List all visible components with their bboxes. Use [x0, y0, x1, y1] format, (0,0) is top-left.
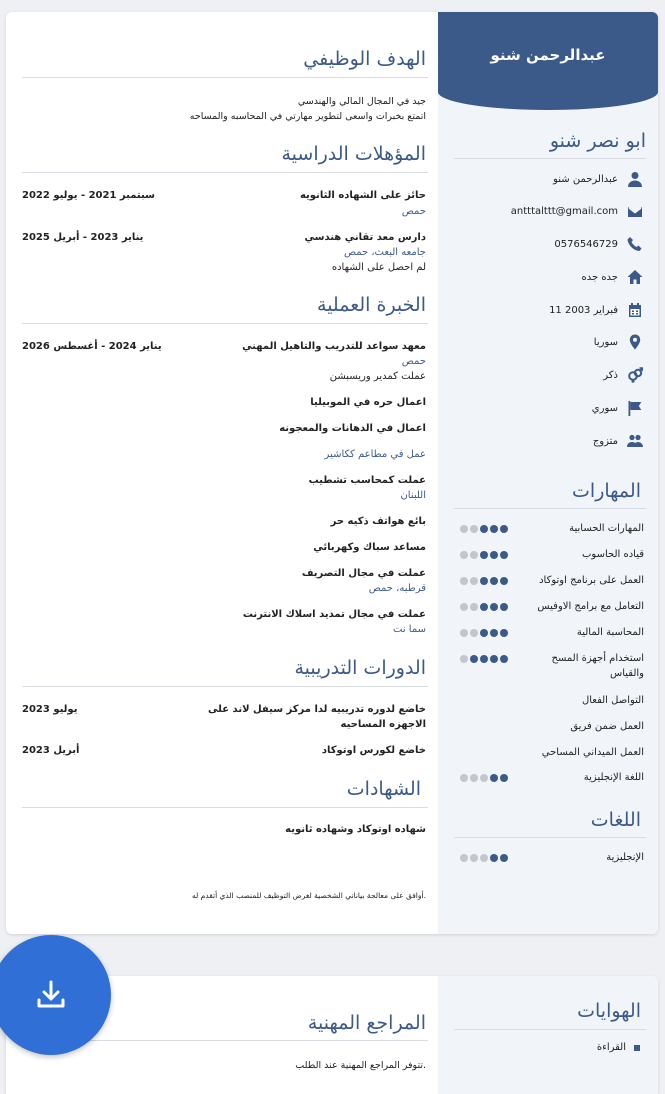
name-header — [438, 12, 658, 110]
experience-title: معهد سواعد للتدريب والتاهيل المهني — [242, 341, 426, 352]
skill-dot — [500, 525, 508, 533]
personal-address: جده جده — [581, 272, 618, 283]
download-icon — [34, 978, 68, 1012]
skill-dot — [480, 603, 488, 611]
skill-dot — [480, 629, 488, 637]
skill-dot — [460, 577, 468, 585]
skill-dot — [490, 629, 498, 637]
language-dot — [470, 854, 478, 862]
skill-dot — [490, 655, 498, 663]
skill-dot — [500, 629, 508, 637]
home-icon — [626, 269, 644, 285]
divider — [454, 508, 646, 509]
skill-dot — [490, 577, 498, 585]
divider — [22, 77, 428, 78]
skill-level — [460, 577, 508, 585]
skill-label: قياده الحاسوب — [581, 549, 644, 560]
phone-icon — [626, 236, 644, 252]
skill-dot — [490, 774, 498, 782]
divider — [22, 807, 428, 808]
skill-label: استخدام أجهزة المسح — [551, 653, 644, 664]
resume-main — [6, 12, 438, 934]
education-place: حمص — [401, 206, 426, 217]
skill-dot — [490, 603, 498, 611]
skill-level — [460, 551, 508, 559]
language-level — [460, 854, 508, 862]
objective-title: الهدف الوظيفي — [303, 48, 426, 70]
skill-label: العمل ضمن فريق — [570, 721, 644, 732]
divider — [22, 323, 428, 324]
skill-dot — [500, 655, 508, 663]
skill-dot — [480, 551, 488, 559]
references-title: المراجع المهنية — [307, 1012, 426, 1034]
personal-email: antttalttt@gmail.com — [510, 206, 618, 217]
personal-name: عبدالرحمن شنو — [553, 174, 618, 185]
envelope-icon — [626, 204, 644, 220]
personal-gender: ذكر — [603, 370, 618, 381]
experience-place: قرطبه، حمص — [368, 583, 426, 594]
skill-dot — [480, 774, 488, 782]
skill-dot — [480, 525, 488, 533]
certificate-item: شهاده اوتوكاد وشهاده ثانويه — [285, 824, 426, 835]
personal-phone: 0576546729 — [554, 239, 618, 250]
skill-dot — [490, 551, 498, 559]
divider — [22, 172, 428, 173]
skill-dot — [470, 551, 478, 559]
experience-place: اللبنان — [400, 490, 426, 501]
skill-label: التعامل مع برامج الاوفيس — [537, 601, 644, 612]
divider — [454, 158, 646, 159]
skill-dot — [460, 603, 468, 611]
resume-sidebar-2 — [438, 976, 658, 1094]
language-dot — [490, 854, 498, 862]
experience-title: مساعد سباك وكهربائي — [313, 542, 426, 553]
divider — [454, 837, 646, 838]
skill-dot — [470, 603, 478, 611]
calendar-icon — [626, 302, 644, 318]
skill-dot — [470, 577, 478, 585]
skill-dot — [470, 629, 478, 637]
languages-title: اللغات — [590, 809, 641, 831]
skill-dot — [470, 774, 478, 782]
skill-level — [460, 629, 508, 637]
people-icon — [626, 433, 644, 449]
skill-label: المهارات الحسابية — [569, 523, 644, 534]
skill-dot — [460, 525, 468, 533]
certificates-title: الشهادات — [346, 778, 421, 800]
skill-dot — [460, 629, 468, 637]
skill-level — [460, 655, 508, 663]
experience-title: اعمال حره في الموبيليا — [310, 397, 426, 408]
skill-dot — [460, 551, 468, 559]
skill-label-line2: والقياس — [610, 668, 644, 679]
consent-text: أوافق على معالجة بياناتي الشخصية لغرض التوظيف للمنصب الذي أتقدم له. — [191, 891, 426, 900]
personal-nationality: سوري — [591, 403, 618, 414]
skills-title: المهارات — [572, 480, 641, 502]
gender-icon — [626, 367, 644, 383]
sidebar-title: ابو نصر شنو — [549, 130, 646, 152]
education-degree: حائز على الشهاده الثانويه — [299, 190, 426, 201]
personal-birthdate: 11 فبراير 2003 — [549, 305, 618, 316]
flag-icon — [626, 400, 644, 416]
objective-line: جيد في المجال المالي والهندسي — [297, 96, 426, 107]
objective-line: اتمتع بخبرات واسعى لتطوير مهارتي في المحاسبه والمساحه — [189, 111, 426, 122]
language-dot — [460, 854, 468, 862]
skill-dot — [490, 525, 498, 533]
skill-label: اللغة الإنجليزية — [583, 772, 644, 783]
skill-dot — [500, 551, 508, 559]
references-text: تتوفر المراجع المهنية عند الطلب. — [295, 1060, 426, 1071]
skill-dot — [460, 655, 468, 663]
course-title: خاضع لدوره تدريبيه لدا مركز سيفل لاند على — [208, 704, 426, 715]
skill-label: العمل الميداني المساحي — [541, 747, 644, 758]
skill-dot — [500, 577, 508, 585]
skill-level — [460, 774, 508, 782]
language-dot — [480, 854, 488, 862]
experience-date: يناير 2024 - أغسطس 2026 — [22, 341, 162, 352]
skill-dot — [470, 655, 478, 663]
resume-sidebar — [438, 12, 658, 934]
skill-dot — [480, 577, 488, 585]
experience-title: اعمال في الدهانات والمعجونه — [279, 423, 426, 434]
divider — [454, 1029, 646, 1030]
skill-label: التواصل الفعال — [581, 695, 644, 706]
experience-title: الخبرة العملية — [317, 294, 426, 316]
person-icon — [626, 171, 644, 187]
skill-level — [460, 603, 508, 611]
education-date: سبتمبر 2021 - يوليو 2022 — [22, 190, 155, 201]
course-title-line2: الاجهزه المساحيه — [340, 719, 426, 730]
course-title: خاضع لكورس اوتوكاد — [321, 745, 426, 756]
resume-page-1 — [6, 12, 658, 934]
personal-country: سوريا — [593, 337, 618, 348]
education-degree: دارس معد تقاني هندسي — [304, 232, 426, 243]
divider — [22, 686, 428, 687]
experience-place: سما نت — [393, 624, 426, 635]
skill-level — [460, 525, 508, 533]
experience-place: عمل في مطاعم ككاشير — [324, 449, 426, 460]
resume-name: عبدالرحمن شنو — [490, 46, 606, 64]
personal-marital-status: متزوج — [592, 436, 618, 447]
experience-title: عملت كمحاسب تشطيب — [308, 475, 426, 486]
language-dot — [500, 854, 508, 862]
language-label: الإنجليزية — [606, 852, 644, 863]
bullet-square-icon — [634, 1045, 640, 1051]
experience-title: بائع هواتف ذكيه حر — [330, 516, 426, 527]
location-pin-icon — [626, 334, 644, 350]
education-date: يناير 2023 - أبريل 2025 — [22, 232, 144, 243]
course-date: أبريل 2023 — [22, 745, 80, 756]
education-title: المؤهلات الدراسية — [281, 143, 426, 165]
hobbies-title: الهوايات — [577, 1000, 641, 1022]
experience-title: عملت في مجال تمديد اسلاك الانترنت — [242, 609, 426, 620]
experience-place: حمص — [401, 356, 426, 367]
experience-note: عملت كمدير وريسبشن — [329, 371, 426, 382]
skill-label: المحاسبة المالية — [576, 627, 644, 638]
skill-dot — [460, 774, 468, 782]
skill-dot — [480, 655, 488, 663]
skill-dot — [500, 603, 508, 611]
skill-label: العمل على برنامج اوتوكاد — [539, 575, 644, 586]
skill-dot — [470, 525, 478, 533]
experience-title: عملت في مجال التصريف — [301, 568, 426, 579]
education-place: جامعه البعث، حمص — [343, 247, 426, 258]
education-note: لم احصل على الشهاده — [331, 262, 426, 273]
skill-dot — [500, 774, 508, 782]
courses-title: الدورات التدريبية — [294, 657, 426, 679]
hobby-item: القراءة — [596, 1042, 626, 1053]
course-date: يوليو 2023 — [22, 704, 78, 715]
